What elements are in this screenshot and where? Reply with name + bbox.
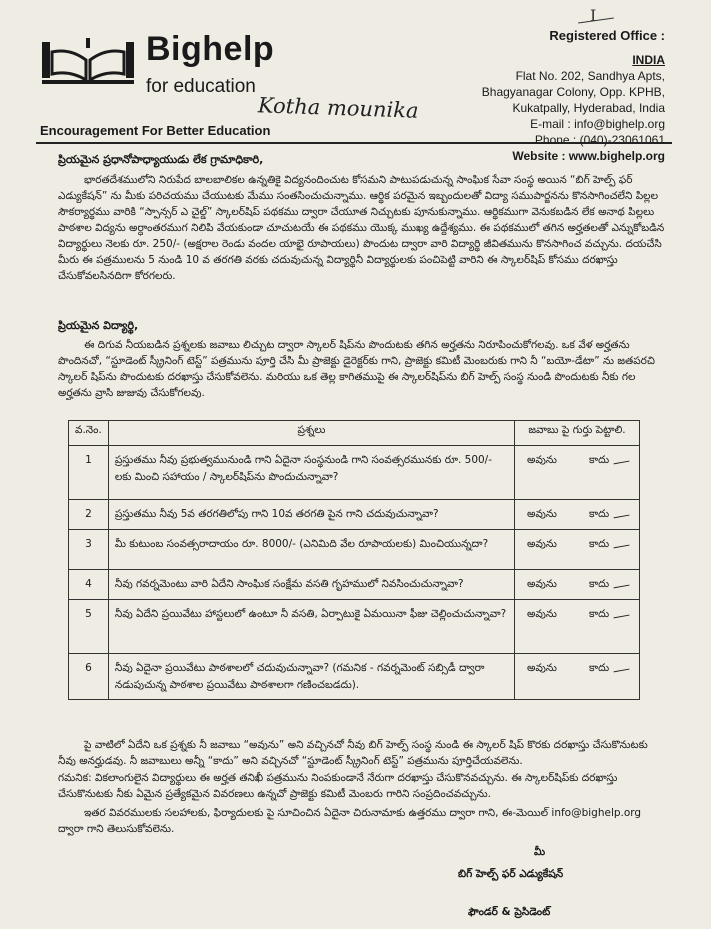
paragraph-eligibility-note: పై వాటిలో ఏదేని ఒక ప్రశ్నకు నీ జవాబు “అవును” అని వచ్చినచో నీవు బిగ్ హెల్ప్ సంస్థ నుండి ఈ స్కాలర్ షిప్ కొరకు దరఖాస్తు చేసుకొనుటకు నీవు అనర్హుడవు. నీ జవాబులు అన్నీ “కాదు” అని వచ్చినచో “స్టూడెంట్ స్క్రీనింగ్ టెస్ట్” పత్రమును పూర్తిచేయవలెను. (58, 739, 648, 767)
answer-cell[interactable] (515, 530, 640, 570)
table-row (69, 600, 640, 654)
table-row (69, 530, 640, 570)
office-address-line: Bhagyanagar Colony, Opp. KPHB, (481, 85, 665, 99)
yes-option[interactable]: అవును (527, 538, 557, 550)
row-number: 4 (69, 570, 109, 600)
table-row (69, 654, 640, 700)
row-question: నీవు గవర్నమెంటు వారి ఏదేని సాంఘిక సంక్షేమ వసతి గృహములో నివసించుచున్నావా? (108, 570, 514, 600)
table-row (69, 446, 640, 500)
salutation-headmaster: ప్రియమైన ప్రధానోపాధ్యాయుడు లేక గ్రామాధికారి, (58, 153, 264, 166)
row-question: మీ కుటుంబ సంవత్సరాదాయం రూ. 8000/- (ఎనిమిది వేల రూపాయలకు) మించియున్నదా? (108, 530, 514, 570)
closing-organization: బిగ్ హెల్ప్ ఫర్ ఎడ్యుకేషన్ (458, 868, 564, 880)
closing-signatory: ఫౌండర్ & ప్రెసిడెంట్ (468, 906, 551, 918)
no-option[interactable]: కాదు (589, 608, 610, 620)
tick-mark-icon (613, 509, 630, 519)
no-option[interactable]: కాదు (589, 508, 610, 520)
answer-cell[interactable] (515, 446, 640, 500)
tick-mark-icon (613, 579, 630, 589)
row-number: 6 (69, 654, 109, 700)
row-number: 5 (69, 600, 109, 654)
table-header-row (69, 421, 640, 446)
col-header-question: ప్రశ్నలు (108, 421, 514, 446)
office-address-line: Flat No. 202, Sandhya Apts, (515, 69, 665, 83)
eligibility-table (68, 420, 640, 700)
header-divider (36, 142, 672, 144)
tick-mark-icon (613, 663, 630, 673)
table-row (69, 500, 640, 530)
paragraph-instructions: ఈ దిగువ నీయబడిన ప్రశ్నలకు జవాబు లిచ్చుట ద్వారా స్కాలర్ షిప్‌ను పొందుటకు తగిన అర్హతను నిరూపించుకోగలవు. ఒక వేళ అర్హతను పొందినచో, “స్టూడెంట్ స్క్రీనింగ్ టెస్ట్” పత్రమును పూర్తి చేసి మీ ప్రాజెక్టు డైరెక్టర్‌కు గాని, ప్రాజెక్టు కమిటీ మెంబరుకు గాని నీ “బయో-డేటా” ను జతపరచి స్కాలర్ షిప్‌ను పొందుటకు దరఖాస్తు చేసుకోవలెను. మరియు ఒక తెల్ల కాగితముపై ఈ స్కాలర్‌షిప్‌ను బిగ్ హెల్ప్ సంస్థ నుండి పొందుటకు నీకు గల అర్హతను వ్రాసి జుజువు చేసుకోగలవు. (58, 339, 655, 399)
yes-option[interactable]: అవును (527, 508, 557, 520)
paragraph-contact: ఇతర వివరములకు సలహాలకు, ఫిర్యాదులకు పై సూచించిన ఏదైనా చిరునామాకు ఉత్తరము ద్వారా గాని, ఈ-మెయిల్ info@bighelp.org ద్వారా గాని తెలుసుకోవలెను. (58, 807, 642, 835)
tick-mark-icon (613, 609, 630, 619)
tick-mark-icon (613, 455, 630, 465)
yes-option[interactable]: అవును (527, 578, 557, 590)
row-question: నీవు ఏదేని ప్రయివేటు హాస్టలులో ఉంటూ నీ వసతి, ఏర్పాటుకై ఏమయినా ఫీజు చెల్లించుచున్నావా? (108, 600, 514, 654)
paragraph-disability-note: గమనిక: వికలాంగులైన విద్యార్థులు ఈ అర్హత తనిఖీ పత్రమును నింపకుండానే నేరుగా దరఖాస్తు చేసుకొనవచ్చును. ఈ స్కాలర్‌షిప్‌కు దరఖాస్తు చేసుకొనుటకు నీకు ఏమైన ప్రత్యేకమైన వివరణలు ఉన్నచో ప్రాజెక్టు కమిటీ మెంబరు గారిని సంప్రదించవచ్చును. (58, 772, 618, 800)
brand-name: Bighelp (146, 30, 275, 68)
tick-mark-icon (613, 539, 630, 549)
yes-option[interactable]: అవును (527, 454, 557, 466)
table-row (69, 570, 640, 600)
row-question: ప్రస్తుతము నీవు 5వ తరగతిలోపు గాని 10వ తరగతి పైన గాని చదువుచున్నావా? (108, 500, 514, 530)
answer-cell[interactable] (515, 600, 640, 654)
office-phone: Phone : (040)-23061061 (534, 133, 665, 147)
office-country: INDIA (632, 53, 665, 67)
office-website: Website : www.bighelp.org (512, 149, 665, 163)
row-number: 1 (69, 446, 109, 500)
office-title: Registered Office : (549, 28, 665, 43)
answer-cell[interactable] (515, 500, 640, 530)
yes-option[interactable]: అవును (527, 608, 557, 620)
paragraph-intro: భారతదేశములోని నిరుపేద బాలబాలికల ఉన్నతికై విద్యనందించుట కోసమని పాటుపడుచున్న సాంఘిక సేవా సంస్థ అయిన “బిగ్ హెల్ప్ ఫర్ ఎడ్యుకేషన్” ను మీకు పరిచయము చేయుటకు మేము సంతసించుచున్నాము. ఆర్థిక పరమైన ఇబ్బందులతో విద్యా సముపార్జనను కొనసాగించలేని పిల్లల సౌకర్యార్థము వారికి “స్పాన్సర్ ఎ చైల్డ్” స్కాలర్‌షిప్ పథకము ద్వారా చేయూత నిచ్చుటకు పూనుకున్నాము. ఆర్థికముగా వెనుకబడిన లేక అనాథ పిల్లలు పాఠశాల విద్యను అర్ధాంతరముగ నిలిపి వేయకుండా చూచుటయే ఈ పథకము యొక్క ముఖ్య ఉద్దేశ్యము. ఈ పథకములో తగిన అర్హతలతో ఎన్నుకోబడిన విద్యార్థులు నెలకు రూ. 250/- (అక్షరాల రెండు వందల యాభై రూపాయలు) పొందుట ద్వారా వారి విద్యార్థి జీవితమును కొనసాగించ వచ్చును. దయచేసి మీరు ఈ పత్రములను 5 నుండి 10 వ తరగతి వరకు చదువుచున్న విద్యార్థినీ విద్యార్థులకు పంచిపెట్టి వారిని ఈ స్కాలర్‌షిప్ కోసము దరఖాస్తు చేసుకోవలసినదిగా కోరగలరు. (58, 174, 665, 282)
salutation-student: ప్రియమైన విద్యార్థి, (58, 319, 139, 332)
answer-cell[interactable] (515, 570, 640, 600)
corner-mark: I (590, 6, 597, 25)
tagline: Encouragement For Better Education (40, 123, 271, 138)
brand-subtitle: for education (146, 76, 256, 97)
row-number: 2 (69, 500, 109, 530)
row-number: 3 (69, 530, 109, 570)
office-address-line: Kukatpally, Hyderabad, India (512, 101, 665, 115)
handwritten-name: Kotha mounika (257, 93, 419, 123)
col-header-answer: జవాబు పై గుర్తు పెట్టాలి. (515, 421, 640, 446)
office-email: E-mail : info@bighelp.org (530, 117, 665, 131)
row-question: నీవు ఏదైనా ప్రయివేటు పాఠశాలలో చదువుచున్నావా? (గమనిక - గవర్నమెంట్ సబ్సిడీ ద్వారా నడుపుచున్న పాఠశాల ప్రయివేటు పాఠశాలగా గణించబడదు). (108, 654, 514, 700)
closing-yours: మీ (534, 846, 546, 858)
row-question: ప్రస్తుతము నీవు ప్రభుత్వమునుండి గాని ఏదైనా సంస్థనుండి గాని సంవత్సరమునకు రూ. 500/- లకు మించి సహాయం / స్కాలర్‌షిప్‌ను పొందుచున్నావా? (108, 446, 514, 500)
no-option[interactable]: కాదు (589, 578, 610, 590)
no-option[interactable]: కాదు (589, 662, 610, 674)
col-header-sn: వ.నెం. (69, 421, 109, 446)
no-option[interactable]: కాదు (589, 454, 610, 466)
no-option[interactable]: కాదు (589, 538, 610, 550)
answer-cell[interactable] (515, 654, 640, 700)
open-book-logo-icon (40, 38, 136, 86)
yes-option[interactable]: అవును (527, 662, 557, 674)
